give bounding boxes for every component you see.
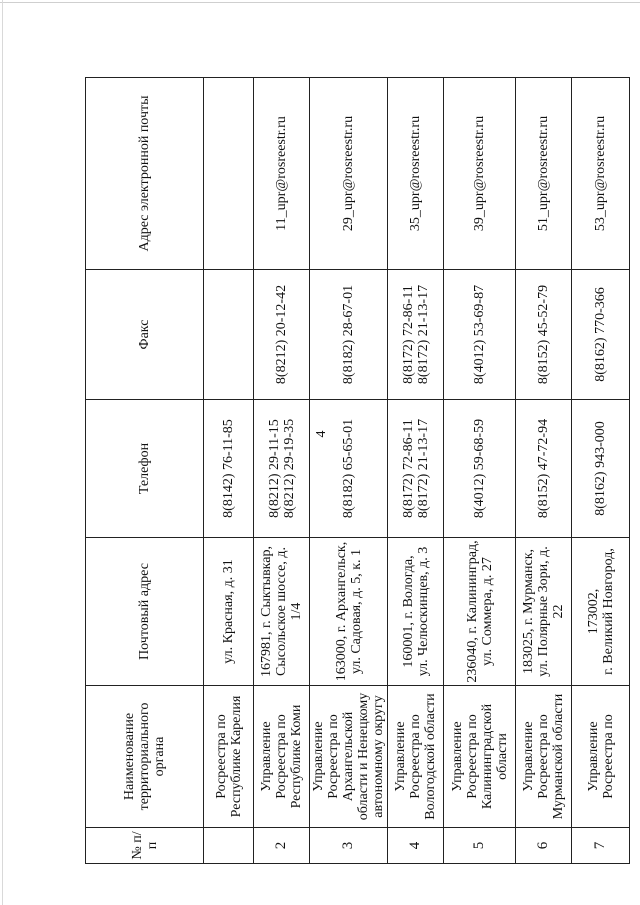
email-address: 11_upr@rosreestr.ru (254, 78, 310, 270)
postal-address: 160001, г. Вологда, ул. Челюскинцев, д. 3 (388, 538, 444, 686)
body-name: Управление Росреестра по Вологодской области (388, 686, 444, 828)
postal-address: ул. Красная, д. 31 (204, 538, 254, 686)
row-number: 7 (572, 828, 630, 864)
email-address: 35_upr@rosreestr.ru (388, 78, 444, 270)
fax-number: 8(8212) 20-12-42 (254, 270, 310, 400)
body-name: Управление Росреестра по Калининградской области (444, 686, 516, 828)
rotated-table-wrapper (85, 78, 616, 864)
table-row (444, 78, 516, 864)
scan-edge-top (0, 2, 640, 3)
column-header-phone: Телефон (86, 400, 204, 538)
phone-number: 8(8182) 65-65-01 (310, 400, 388, 538)
row-number: 4 (388, 828, 444, 864)
scan-edge-left (2, 0, 3, 905)
phone-number: 8(8172) 72-86-11 8(8172) 21-13-17 (388, 400, 444, 538)
body-name: Управление Росреестра по Республике Коми (254, 686, 310, 828)
row-number: 5 (444, 828, 516, 864)
body-name: Управление Росреестра по Архангельской области и Ненецкому автономному округу (310, 686, 388, 828)
row-number: 2 (254, 828, 310, 864)
fax-number: 8(8182) 28-67-01 (310, 270, 388, 400)
column-header-address: Почтовый адрес (86, 538, 204, 686)
postal-address: 236040, г. Калининград, ул. Соммера, д. 27 (444, 538, 516, 686)
table-row (254, 78, 310, 864)
phone-number: 8(8152) 47-72-94 (516, 400, 572, 538)
territorial-bodies-table (85, 77, 630, 864)
column-header-name: Наименование территориального органа (86, 686, 204, 828)
email-address: 39_upr@rosreestr.ru (444, 78, 516, 270)
phone-number: 8(8162) 943-000 (572, 400, 630, 538)
fax-number (204, 270, 254, 400)
body-name: Управление Росреестра по Мурманской области (516, 686, 572, 828)
postal-address: 183025, г. Мурманск, ул. Полярные Зори, д. 22 (516, 538, 572, 686)
page-number: 4 (314, 430, 329, 438)
phone-number: 8(8212) 29-11-15 8(8212) 29-19-35 (254, 400, 310, 538)
table-row (572, 78, 630, 864)
fax-number: 8(4012) 53-69-87 (444, 270, 516, 400)
postal-address: 163000, г. Архангельск, ул. Садовая, д. 5, к. 1 (310, 538, 388, 686)
email-address: 51_upr@rosreestr.ru (516, 78, 572, 270)
column-header-number: № п/п (86, 828, 204, 864)
table-row (388, 78, 444, 864)
fax-number: 8(8162) 770-366 (572, 270, 630, 400)
column-header-email: Адрес электронной почты (86, 78, 204, 270)
body-name: Росреестра по Республике Карелия (204, 686, 254, 828)
table-row (516, 78, 572, 864)
table-row (310, 78, 388, 864)
postal-address: 167981, г. Сыктывкар, Сысольское шоссе, д. 1/4 (254, 538, 310, 686)
fax-number: 8(8172) 72-86-11 8(8172) 21-13-17 (388, 270, 444, 400)
table-row (204, 78, 254, 864)
phone-number: 8(4012) 59-68-59 (444, 400, 516, 538)
email-address: 29_upr@rosreestr.ru (310, 78, 388, 270)
column-header-fax: Факс (86, 270, 204, 400)
table-header-row (86, 78, 204, 864)
row-number: 3 (310, 828, 388, 864)
email-address: 53_upr@rosreestr.ru (572, 78, 630, 270)
body-name: Управление Росреестра по (572, 686, 630, 828)
postal-address: 173002, г. Великий Новгород, (572, 538, 630, 686)
email-address (204, 78, 254, 270)
row-number (204, 828, 254, 864)
row-number: 6 (516, 828, 572, 864)
phone-number: 8(8142) 76-11-85 (204, 400, 254, 538)
fax-number: 8(8152) 45-52-79 (516, 270, 572, 400)
